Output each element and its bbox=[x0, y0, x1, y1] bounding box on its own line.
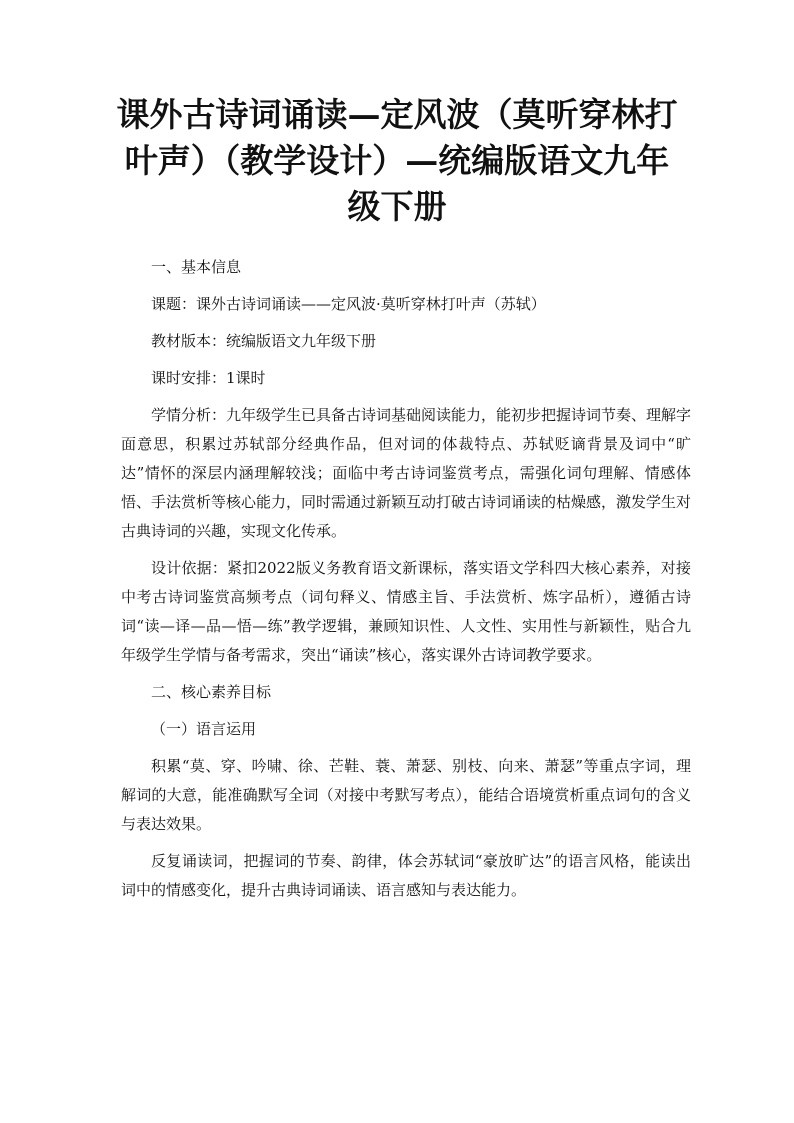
schedule-line: 课时安排：1课时 bbox=[151, 369, 266, 387]
title-line-1: 课外古诗词诵读—定风波（莫听穿林打 bbox=[116, 95, 678, 134]
document-title bbox=[110, 92, 684, 230]
section-heading-core-goals: 二、核心素养目标 bbox=[151, 683, 272, 701]
section-heading-basic-info: 一、基本信息 bbox=[151, 258, 242, 276]
design-basis-paragraph: 设计依据：紧扣2022版义务教育语文新课标，落实语文学科四大核心素养，对接中考古诗词鉴赏高频考点（词句释义、情感主旨、手法赏析、炼字品析），遵循古诗词“读—译—品—悟—练”教学逻辑，兼顾知识性、人文性、实用性与新颖性，贴合九年级学生学情与备考需求，突出“诵读”核心，落实课外古诗词教学要求。 bbox=[121, 559, 691, 664]
student-analysis-paragraph: 学情分析：九年级学生已具备古诗词基础阅读能力，能初步把握诗词节奏、理解字面意思，积累过苏轼部分经典作品，但对词的体裁特点、苏轼贬谪背景及词中“旷达”情怀的深层内涵理解较浅；面临中考古诗词鉴赏考点，需强化词句理解、情感体悟、手法赏析等核心能力，同时需通过新颖互动打破古诗词诵读的枯燥感，激发学生对古典诗词的兴趣，实现文化传承。 bbox=[121, 406, 692, 540]
topic-line: 课题：课外古诗词诵读——定风波·莫听穿林打叶声（苏轼） bbox=[151, 295, 546, 313]
title-line-2: 叶声）（教学设计）—统编版语文九年 bbox=[124, 141, 670, 180]
subsection-heading-language: （一）语言运用 bbox=[151, 720, 257, 738]
title-line-3: 级下册 bbox=[347, 187, 447, 226]
goal-paragraph-1: 积累“莫、穿、吟啸、徐、芒鞋、蓑、萧瑟、别枝、向来、萧瑟”等重点字词，理解词的大意，能准确默写全词（对接中考默写考点），能结合语境赏析重点词句的含义与表达效果。 bbox=[121, 757, 691, 833]
document-body bbox=[121, 253, 691, 913]
goal-paragraph-2: 反复诵读词，把握词的节奏、韵律，体会苏轼词“豪放旷达”的语言风格，能读出词中的情感变化，提升古典诗词诵读、语言感知与表达能力。 bbox=[121, 852, 691, 899]
textbook-line: 教材版本：统编版语文九年级下册 bbox=[151, 332, 377, 350]
